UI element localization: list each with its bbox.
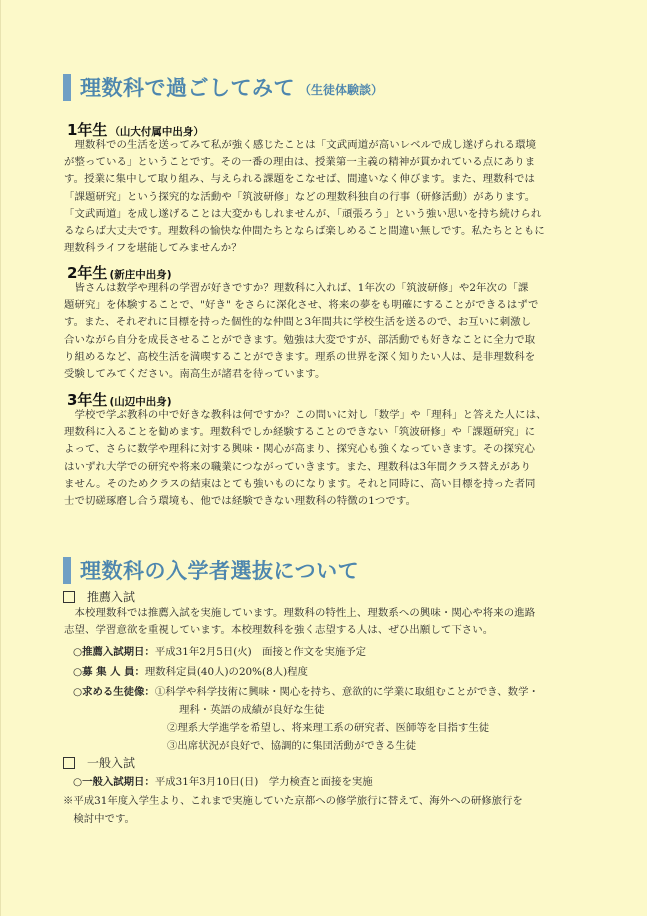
seek-item: ①科学や科学技術に興味・関心を持ち、意欲的に学業に取組むことができ、数学・ <box>154 686 539 698</box>
text-line: す。授業に集中して取り組み、与えられる課題をこなせば、間違いなく伸びます。また、理数科では <box>64 173 536 186</box>
general-label: 一般入試 <box>87 756 136 770</box>
recommend-seek-label: ○求める生徒像： <box>73 686 155 698</box>
section-heading-experience <box>63 72 383 102</box>
general-note-line: ※平成31年度入学生より、これまで実施していた京都への修学旅行に替えて、海外への研修旅行を <box>63 795 523 807</box>
grade2-school: (新庄中出身) <box>109 269 172 281</box>
text-line: 志望、学習意欲を重視しています。本校理数科を強く志望する人は、ぜひ出願して下さい。 <box>64 624 494 637</box>
text-line: るならば大丈夫です。理数科の愉快な仲間たちとならば楽しめること間違い無しです。私たちとともに <box>64 225 545 238</box>
grade2-testimonial <box>64 280 604 383</box>
seek-item: ②理系大学進学を希望し、将来理工系の研究者、医師等を目指す生徒 <box>167 722 490 734</box>
recommend-date-value: 平成31年2月5日(火) 面接と作文を実施予定 <box>154 646 367 658</box>
text-line: 理数科に入ることを勧めます。理数科でしか経験することのできない「筑波研修」や「課題研究」に <box>64 426 536 439</box>
general-date-value: 平成31年3月10日(日) 学力検査と面接を実施 <box>154 776 373 788</box>
text-line: 「文武両道」を成し遂げることは大変かもしれませんが、「頑張ろう」という強い思いを持ち続けられ <box>64 207 542 220</box>
section-title: 理数科の入学者選抜について <box>80 559 360 583</box>
text-line: 皆さんは数学や理科の学習が好きですか？理数科に入れば、1年次の「筑波研修」や2年次の「課 <box>64 282 529 294</box>
text-line: 合いながら自分を成長させることができます。勉強は大変ですが、部活動でも好きなことに全力で取 <box>64 333 536 346</box>
grade3-school: (山辺中出身) <box>109 396 172 408</box>
recommend-quota-value: 理数科定員(40人)の20%(8人)程度 <box>144 666 308 678</box>
grade3-label: 3年生 <box>67 391 108 409</box>
checkbox-square-icon <box>63 757 75 769</box>
recommend-description <box>64 605 604 639</box>
heading-accent-bar <box>63 557 71 584</box>
general-heading <box>63 754 135 771</box>
section-subtitle: （生徒体験談） <box>299 82 384 97</box>
text-line: 題研究」を体験することで、"好き" をさらに深化させ、将来の夢をも明確にすることができるはずで <box>64 299 539 312</box>
heading-accent-bar <box>63 74 71 101</box>
text-line: 理数科での生活を送ってみて私が強く感じたことは「文武両道が高いレベルで成し遂げられる環境 <box>64 139 537 151</box>
recommend-label: 推薦入試 <box>87 590 136 604</box>
general-date-label: ○一般入試期日： <box>73 776 155 788</box>
checkbox-square-icon <box>63 591 75 603</box>
text-line: 受験してみてください。南高生が諸君を待っています。 <box>64 368 326 381</box>
grade1-school: （山大付属中出身） <box>109 126 204 138</box>
grade1-testimonial <box>64 137 604 257</box>
recommend-seek-row <box>73 683 539 698</box>
section-title: 理数科で過ごしてみて <box>80 76 295 100</box>
text-line: す。また、それぞれに目標を持った個性的な仲間と3年間共に学校生活を送るので、お互いに刺激し <box>64 316 532 329</box>
text-line: ません。そのためクラスの結束はとても強いものになります。それと同時に、高い目標を持った者同 <box>64 477 536 490</box>
grade1-label: 1年生 <box>67 121 108 139</box>
grade2-label: 2年生 <box>67 264 108 282</box>
section-heading-admission <box>63 555 359 585</box>
text-line: 本校理数科では推薦入試を実施しています。理数科の特性上、理数系への興味・関心や将来の進路 <box>64 607 536 619</box>
general-note-line: 検討中です。 <box>63 813 135 825</box>
text-line: が整っている」ということです。その一番の理由は、授業第一主義の精神が貫かれている点にありま <box>64 156 536 169</box>
recommend-quota-row <box>73 663 308 678</box>
text-line: 理数科ライフを堪能してみませんか？ <box>64 242 242 255</box>
text-line: 「課題研究」という探究的な活動や「筑波研修」などの理数科独自の行事（研修活動）があります。 <box>64 190 536 203</box>
text-line: よって、さらに数学や理科に対する興味・関心が高まり、探究心も強くなっていきます。その探究心 <box>64 443 536 456</box>
text-line: 士で切磋琢磨し合う環境も、他では経験できない理数科の特徴の1つです。 <box>64 495 417 508</box>
general-date-row <box>73 773 373 788</box>
text-line: はいずれ大学での研究や将来の職業につながっていきます。また、理数科は3年間クラス替えがあり <box>64 460 531 473</box>
text-line: り組めるなど、高校生活を満喫することができます。理系の世界を深く知りたい人は、是非理数科を <box>64 350 536 363</box>
seek-item-continuation: 理科・英語の成績が良好な生徒 <box>179 704 325 716</box>
grade3-testimonial <box>64 407 604 510</box>
recommend-date-label: ○推薦入試期日： <box>73 646 155 658</box>
recommend-quota-label: ○募 集 人 員： <box>73 666 145 678</box>
recommend-date-row <box>73 643 366 658</box>
text-line: 学校で学ぶ教科の中で好きな教科は何ですか？この問いに対し「数学」や「理科」と答えた人には、 <box>64 409 547 421</box>
recommend-heading <box>63 588 135 605</box>
seek-item: ③出席状況が良好で、協調的に集団活動ができる生徒 <box>167 740 417 752</box>
